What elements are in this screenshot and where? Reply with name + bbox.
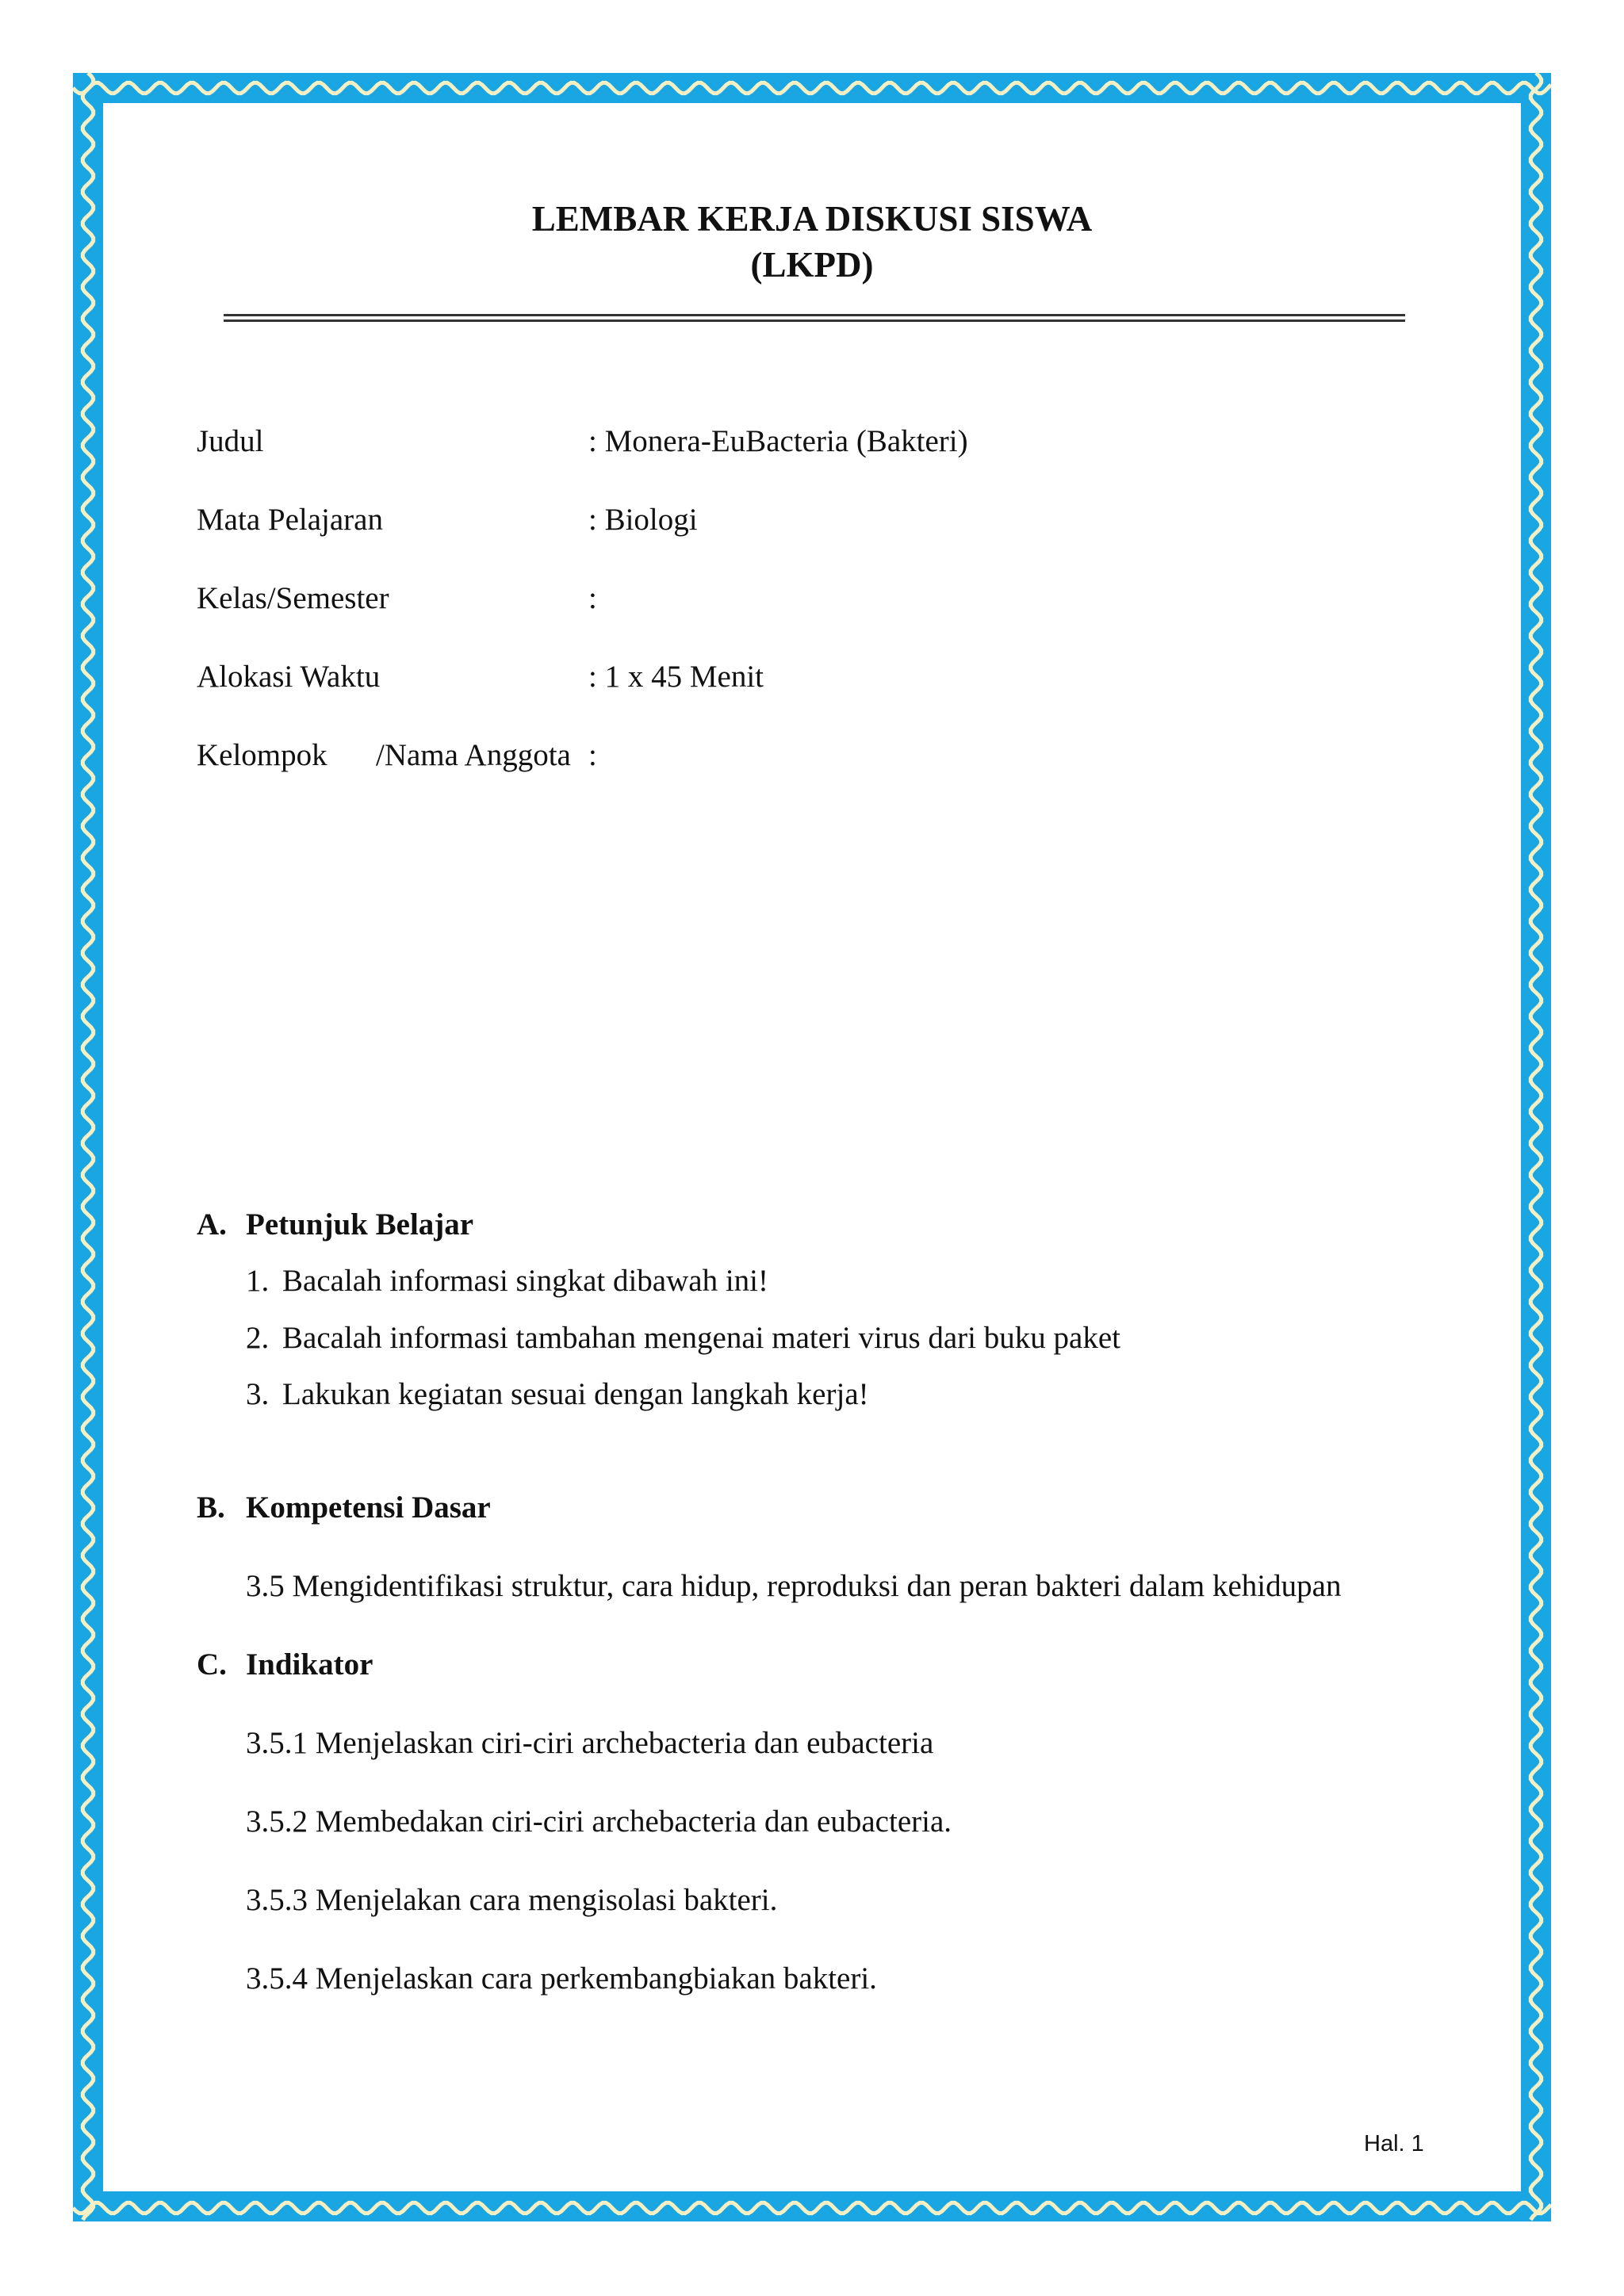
page-content-area [103,103,1521,2191]
border-wave-left [78,73,98,2221]
section-c-letter: C. [197,1647,227,1682]
indikator-item: 3.5.3 Menjelakan cara mengisolasi bakteri. [246,1883,778,1917]
list-item-number: 3. [246,1377,270,1411]
border-wave-line [73,82,1551,93]
judul-value: : Monera-EuBacteria (Bakteri) [588,424,968,458]
section-a-letter: A. [197,1207,227,1242]
waktu-value: : 1 x 45 Menit [588,660,764,694]
list-item-number: 2. [246,1321,270,1355]
document-subtitle: (LKPD) [750,245,874,285]
section-b-title: Kompetensi Dasar [246,1490,491,1525]
border-wave-line [82,73,93,2220]
page-number: Hal. 1 [1364,2131,1424,2156]
section-a-title: Petunjuk Belajar [246,1207,474,1242]
mapel-value: : Biologi [588,503,698,537]
border-wave-top [73,78,1551,98]
kelompok-label: Kelompok [197,738,327,772]
mapel-label: Mata Pelajaran [197,503,383,537]
kelompok-value: : [588,738,597,772]
kelas-label: Kelas/Semester [197,581,389,615]
border-wave-right [1526,73,1546,2221]
indikator-item: 3.5.1 Menjelaskan ciri-ciri archebacteria dan eubacteria [246,1726,934,1760]
list-item-text: Lakukan kegiatan sesuai dengan langkah kerja! [282,1377,869,1411]
document-title: LEMBAR KERJA DISKUSI SISWA [531,199,1093,239]
judul-label: Judul [197,424,264,458]
waktu-label: Alokasi Waktu [197,660,381,694]
list-item-text: Bacalah informasi tambahan mengenai materi virus dari buku paket [282,1321,1120,1355]
section-b-letter: B. [197,1490,225,1525]
indikator-item: 3.5.4 Menjelaskan cara perkembangbiakan bakteri. [246,1961,877,1996]
list-item-number: 1. [246,1264,270,1298]
title-divider [224,314,1405,322]
border-wave-line [1530,73,1541,2220]
indikator-item: 3.5.2 Membedakan ciri-ciri archebacteria dan eubacteria. [246,1804,952,1839]
section-c-title: Indikator [246,1647,373,1682]
anggota-label: /Nama Anggota [376,738,571,772]
kelas-value: : [588,581,597,615]
border-wave-bottom [73,2198,1551,2218]
border-wave-line [73,2202,1551,2213]
list-item-text: Bacalah informasi singkat dibawah ini! [282,1264,768,1298]
kompetensi-text: 3.5 Mengidentifikasi struktur, cara hidup, reproduksi dan peran bakteri dalam kehidupan [246,1569,1342,1603]
